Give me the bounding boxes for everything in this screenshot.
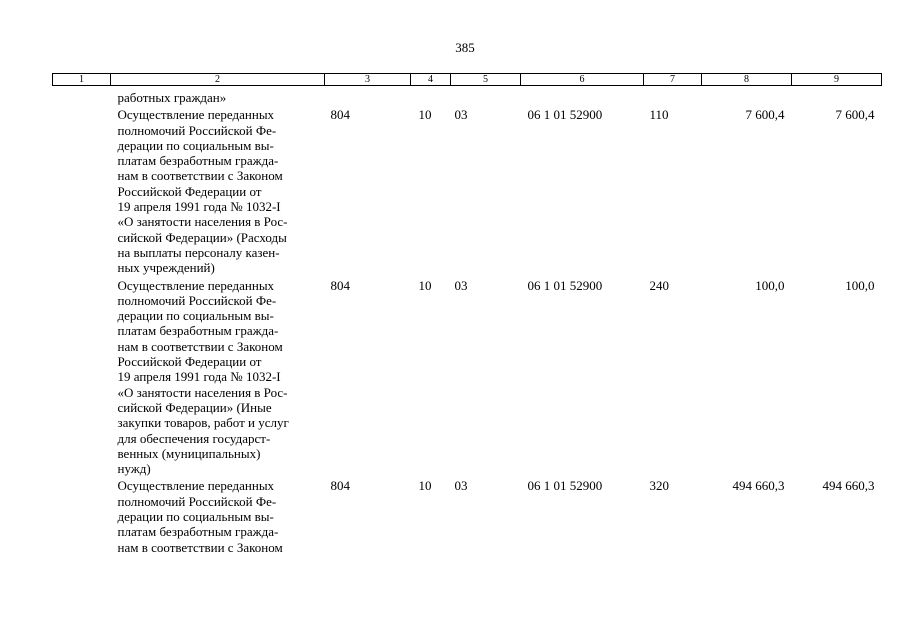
table-row <box>53 278 882 479</box>
ministry-code: 804 <box>330 478 350 494</box>
column-number-row <box>53 74 882 86</box>
budget-table <box>52 73 882 557</box>
subsection-code: 03 <box>454 478 468 494</box>
subsection-code: 03 <box>454 277 468 293</box>
column-header: 4 <box>411 74 451 86</box>
target-article-code: 06 1 01 52900 <box>527 478 603 494</box>
table-row <box>53 107 882 277</box>
column-header: 3 <box>325 74 411 86</box>
column-header: 5 <box>451 74 521 86</box>
continuation-row <box>53 86 882 108</box>
section-code: 10 <box>418 107 432 123</box>
column-header: 6 <box>521 74 644 86</box>
section-code: 10 <box>418 277 432 293</box>
target-article-code: 06 1 01 52900 <box>527 107 603 123</box>
ministry-code: 804 <box>330 277 350 293</box>
page-number: 385 <box>455 40 475 55</box>
amount-col-8: 494 660,3 <box>732 478 785 494</box>
amount-col-8: 7 600,4 <box>745 107 785 123</box>
table-row <box>53 478 882 556</box>
section-code: 10 <box>418 478 432 494</box>
ministry-code: 804 <box>330 107 350 123</box>
amount-col-9: 7 600,4 <box>835 107 875 123</box>
amount-col-8: 100,0 <box>755 277 785 293</box>
row-description: Осуществление переданных полномочий Российской Фе- дерации по социальным вы- платам безработным гражда- нам в соответствии с Законом Российской Федерации от 19 апреля 1991 года № 1032-I «О занятости населения в Рос- сийской Федерации» (Иные закупки товаров, работ и услуг для обеспечения государст- венных (муниципальных) нужд) <box>117 277 289 477</box>
column-header: 1 <box>53 74 111 86</box>
column-header: 8 <box>702 74 792 86</box>
expense-type-code: 320 <box>649 478 669 494</box>
amount-col-9: 100,0 <box>845 277 875 293</box>
column-header: 7 <box>644 74 702 86</box>
expense-type-code: 240 <box>649 277 669 293</box>
column-header: 2 <box>111 74 325 86</box>
row-description: Осуществление переданных полномочий Российской Фе- дерации по социальным вы- платам безработным гражда- нам в соответствии с Законом <box>117 478 283 555</box>
row-description: Осуществление переданных полномочий Российской Фе- дерации по социальным вы- платам безработным гражда- нам в соответствии с Законом Российской Федерации от 19 апреля 1991 года № 1032-I «О занятости населения в Рос- сийской Федерации» (Расходы на выплаты персоналу казен- ных учреждений) <box>117 107 288 276</box>
column-header: 9 <box>792 74 882 86</box>
expense-type-code: 110 <box>649 107 669 123</box>
subsection-code: 03 <box>454 107 468 123</box>
target-article-code: 06 1 01 52900 <box>527 277 603 293</box>
amount-col-9: 494 660,3 <box>822 478 875 494</box>
continuation-text: работных граждан» <box>117 90 227 105</box>
